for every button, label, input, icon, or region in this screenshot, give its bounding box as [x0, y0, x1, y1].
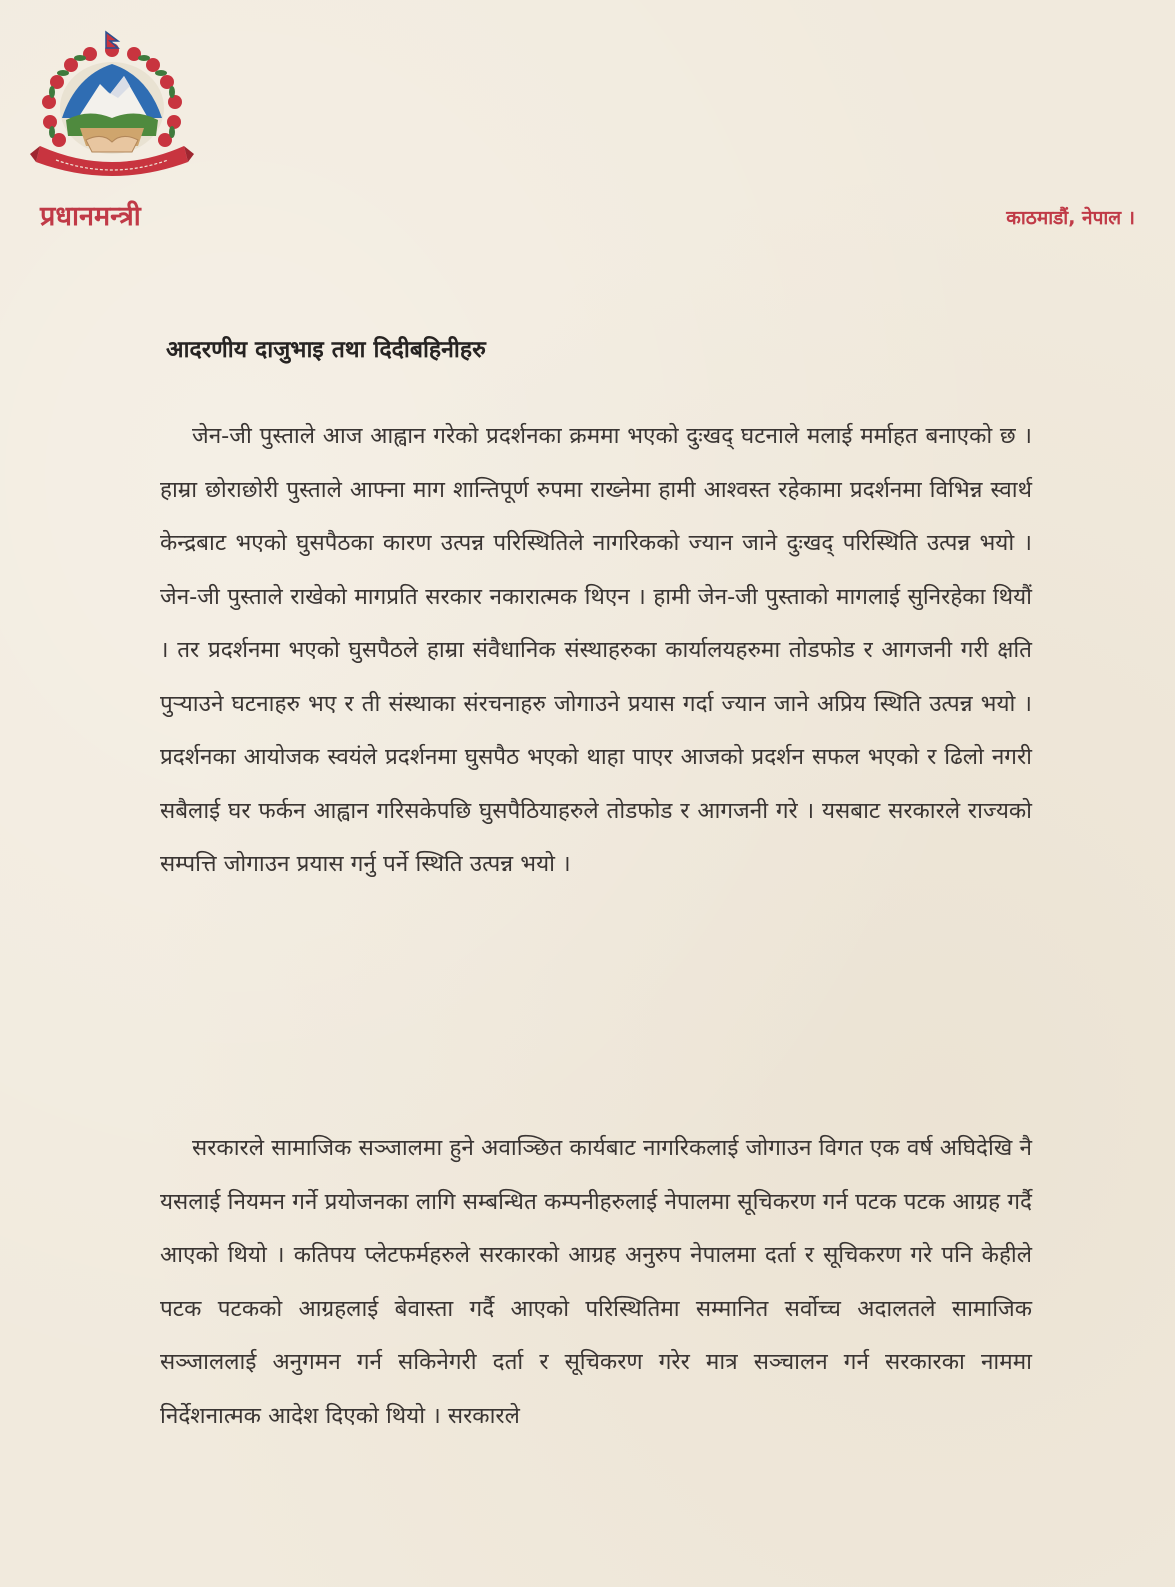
- letter-paragraph-2: सरकारले सामाजिक सञ्जालमा हुने अवाञ्छित कार्यबाट नागरिकलाई जोगाउन विगत एक वर्ष अघिदेखि नै यसलाई नियमन गर्ने प्रयोजनका लागि सम्बन्धित कम्पनीहरुलाई नेपालमा सूचिकरण गर्न पटक पटक आग्रह गर्दै आएको थियो । कतिपय प्लेटफर्महरुले सरकारको आग्रह अनुरुप नेपालमा दर्ता र सूचिकरण गरे पनि केहीले पटक पटकको आग्रहलाई बेवास्ता गर्दै आएको परिस्थितिमा सम्मानित सर्वोच्च अदालतले सामाजिक सञ्जाललाई अनुगमन गर्न सकिनेगरी दर्ता र सूचिकरण गरेर मात्र सञ्चालन गर्न सरकारका नाममा निर्देशनात्मक आदेश दिएको थियो । सरकारले: [160, 1135, 1032, 1429]
- letter-salutation: आदरणीय दाजुभाइ तथा दिदीबहिनीहरु: [166, 337, 486, 363]
- office-title: प्रधानमन्त्री: [40, 201, 141, 232]
- nepal-national-emblem-icon: [26, 28, 198, 188]
- location-label: काठमाडौं, नेपाल ।: [1006, 207, 1135, 229]
- letter-paragraph-1: जेन-जी पुस्ताले आज आह्वान गरेको प्रदर्शनका क्रममा भएको दुःखद् घटनाले मलाई मर्माहत बनाएको छ । हाम्रा छोराछोरी पुस्ताले आफ्ना माग शान्तिपूर्ण रुपमा राख्नेमा हामी आश्वस्त रहेकामा प्रदर्शनमा विभिन्न स्वार्थ केन्द्रबाट भएको घुसपैठका कारण उत्पन्न परिस्थितिले नागरिकको ज्यान जाने दुःखद् परिस्थिति उत्पन्न भयो । जेन-जी पुस्ताले राखेको मागप्रति सरकार नकारात्मक थिएन । हामी जेन-जी पुस्ताको मागलाई सुनिरहेका थियौं । तर प्रदर्शनमा भएको घुसपैठले हाम्रा संवैधानिक संस्थाहरुका कार्यालयहरुमा तोडफोड र आगजनी गरी क्षति पुऱ्याउने घटनाहरु भए र ती संस्थाका संरचनाहरु जोगाउने प्रयास गर्दा ज्यान जाने अप्रिय स्थिति उत्पन्न भयो । प्रदर्शनका आयोजक स्वयंले प्रदर्शनमा घुसपैठ भएको थाहा पाएर आजको प्रदर्शन सफल भएको र ढिलो नगरी सबैलाई घर फर्कन आह्वान गरिसकेपछि घुसपैठियाहरुले तोडफोड र आगजनी गरे । यसबाट सरकारले राज्यको सम्पत्ति जोगाउन प्रयास गर्नु पर्ने स्थिति उत्पन्न भयो ।: [160, 423, 1032, 877]
